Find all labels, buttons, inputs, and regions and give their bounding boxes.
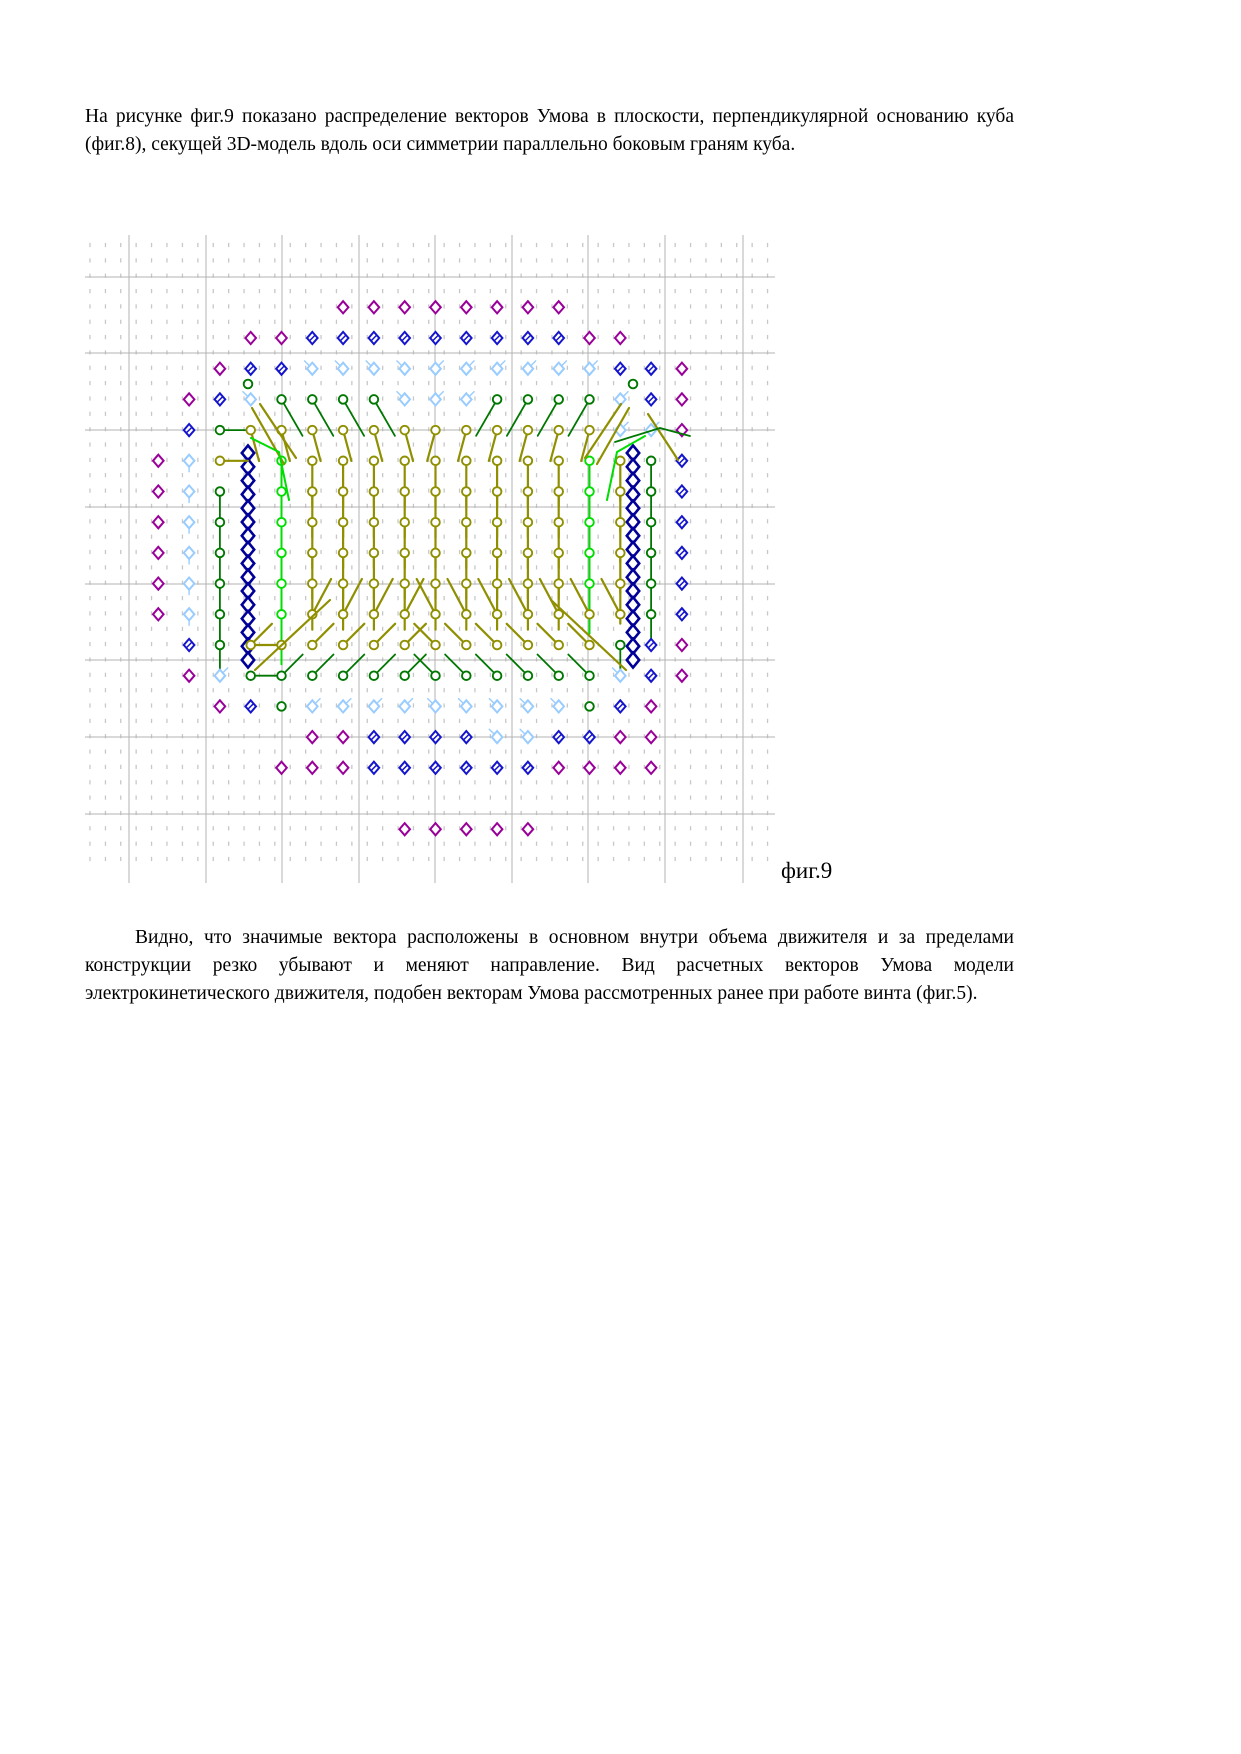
figure-vector-field [85,233,775,883]
vector-field-plot [85,233,775,883]
paragraph-discussion: Видно, что значимые вектора расположены в основном внутри объема движителя и за пределами конструкции резко убывают и меняют направление. Вид расчетных векторов Умова модели электрокинетического движителя, подобен векторам Умова рассмотренных ранее при работе винта (фиг.5). [85,927,1014,1004]
figure-caption: фиг.9 [781,858,833,883]
paragraph-intro: На рисунке фиг.9 показано распределение векторов Умова в плоскости, перпендикулярной основанию куба (фиг.8), секущей 3D-модель вдоль оси симметрии параллельно боковым граням куба. [85,106,1014,155]
